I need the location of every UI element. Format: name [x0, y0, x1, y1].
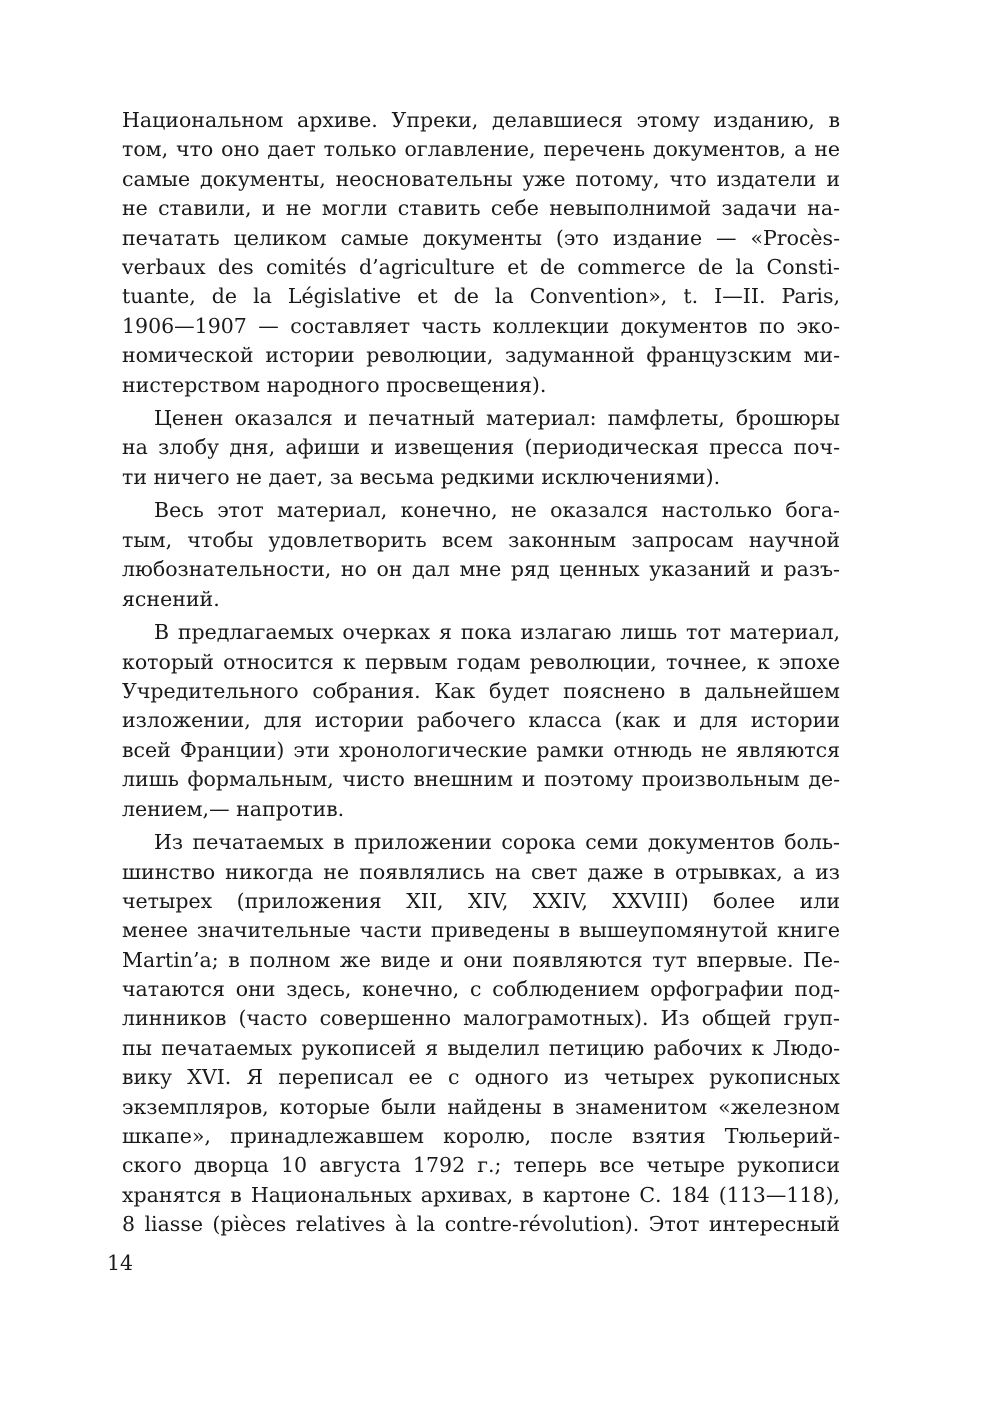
text-line: изложении, для истории рабочего класса (как и для истории: [122, 708, 840, 733]
text-line: Ценен оказался и печатный материал: памфлеты, брошюры: [154, 406, 840, 431]
text-line: хранятся в Национальных архивах, в картоне С. 184 (113—118),: [122, 1182, 840, 1207]
text-line: ти ничего не дает, за весьма редкими исключениями).: [122, 464, 721, 489]
text-line: Весь этот материал, конечно, не оказался настолько бога-: [154, 498, 840, 523]
text-line: шкапе», принадлежавшем королю, после взятия Тюльерий-: [122, 1124, 840, 1149]
paragraph: [122, 404, 840, 492]
text-line: на злобу дня, афиши и извещения (периодическая пресса поч-: [122, 435, 840, 460]
text-line: тым, чтобы удовлетворить всем законным запросам научной: [122, 527, 840, 552]
text-line: Национальном архиве. Упреки, делавшиеся этому изданию, в: [122, 108, 840, 132]
text-line: вику XVI. Я переписал ее с одного из четырех рукописных: [122, 1065, 840, 1090]
text-line: 1906—1907 — составляет часть коллекции документов по эко-: [122, 313, 840, 338]
text-line: tuante, de la Législative et de la Convention», t. I—II. Paris,: [122, 284, 840, 309]
text-line: Martin’a; в полном же виде и они появляются тут впервые. Пе-: [122, 947, 840, 972]
text-line: четырех (приложения XII, XIV, XXIV, XXVIII) более или: [122, 888, 840, 913]
text-line: лением,— напротив.: [122, 796, 345, 821]
text-line: менее значительные части приведены в вышеупомянутой книге: [122, 918, 840, 943]
text-line: том, что оно дает только оглавление, перечень документов, а не: [122, 137, 840, 162]
paragraph: [122, 828, 840, 1239]
text-line: Учредительного собрания. Как будет пояснено в дальнейшем: [122, 678, 840, 703]
paragraph: [122, 618, 840, 824]
text-line: не ставили, и не могли ставить себе невыполнимой задачи на-: [122, 196, 840, 221]
text-line: verbaux des comités d’agriculture et de commerce de la Consti-: [122, 254, 840, 279]
text-line: самые документы, неосновательны уже потому, что издатели и: [122, 166, 840, 191]
text-line: линников (часто совершенно малограмотных). Из общей груп-: [122, 1006, 840, 1031]
text-line: всей Франции) эти хронологические рамки отнюдь не являются: [122, 737, 840, 762]
text-line: любознательности, но он дал мне ряд ценных указаний и разъ-: [122, 557, 840, 582]
text-line: чатаются они здесь, конечно, с соблюдением орфографии под-: [122, 977, 840, 1002]
text-line: лишь формальным, чисто внешним и поэтому произвольным де-: [122, 767, 840, 792]
text-line: шинство никогда не появлялись на свет даже в отрывках, а из: [122, 859, 840, 884]
text-line: который относится к первым годам революции, точнее, к эпохе: [122, 649, 840, 674]
text-line: 8 liasse (pièces relatives à la contre-révolution). Этот интересный: [122, 1212, 840, 1237]
text-line: пы печатаемых рукописей я выделил петицию рабочих к Людо-: [122, 1035, 840, 1060]
text-line: нистерством народного просвещения).: [122, 372, 547, 397]
text-line: Из печатаемых в приложении сорока семи документов боль-: [154, 830, 840, 855]
page-number: 14: [107, 1251, 134, 1275]
text-line: экземпляров, которые были найдены в знаменитом «железном: [122, 1094, 840, 1119]
text-line: яснений.: [122, 586, 220, 611]
text-line: В предлагаемых очерках я пока излагаю лишь тот материал,: [154, 620, 840, 645]
paragraph: [122, 106, 840, 400]
paragraph: [122, 496, 840, 614]
text-line: печатать целиком самые документы (это издание — «Procès-: [122, 225, 840, 250]
text-line: ского дворца 10 августа 1792 г.; теперь все четыре рукописи: [122, 1153, 840, 1178]
text-line: номической истории революции, задуманной французским ми-: [122, 343, 840, 368]
body-text: [122, 106, 840, 1240]
